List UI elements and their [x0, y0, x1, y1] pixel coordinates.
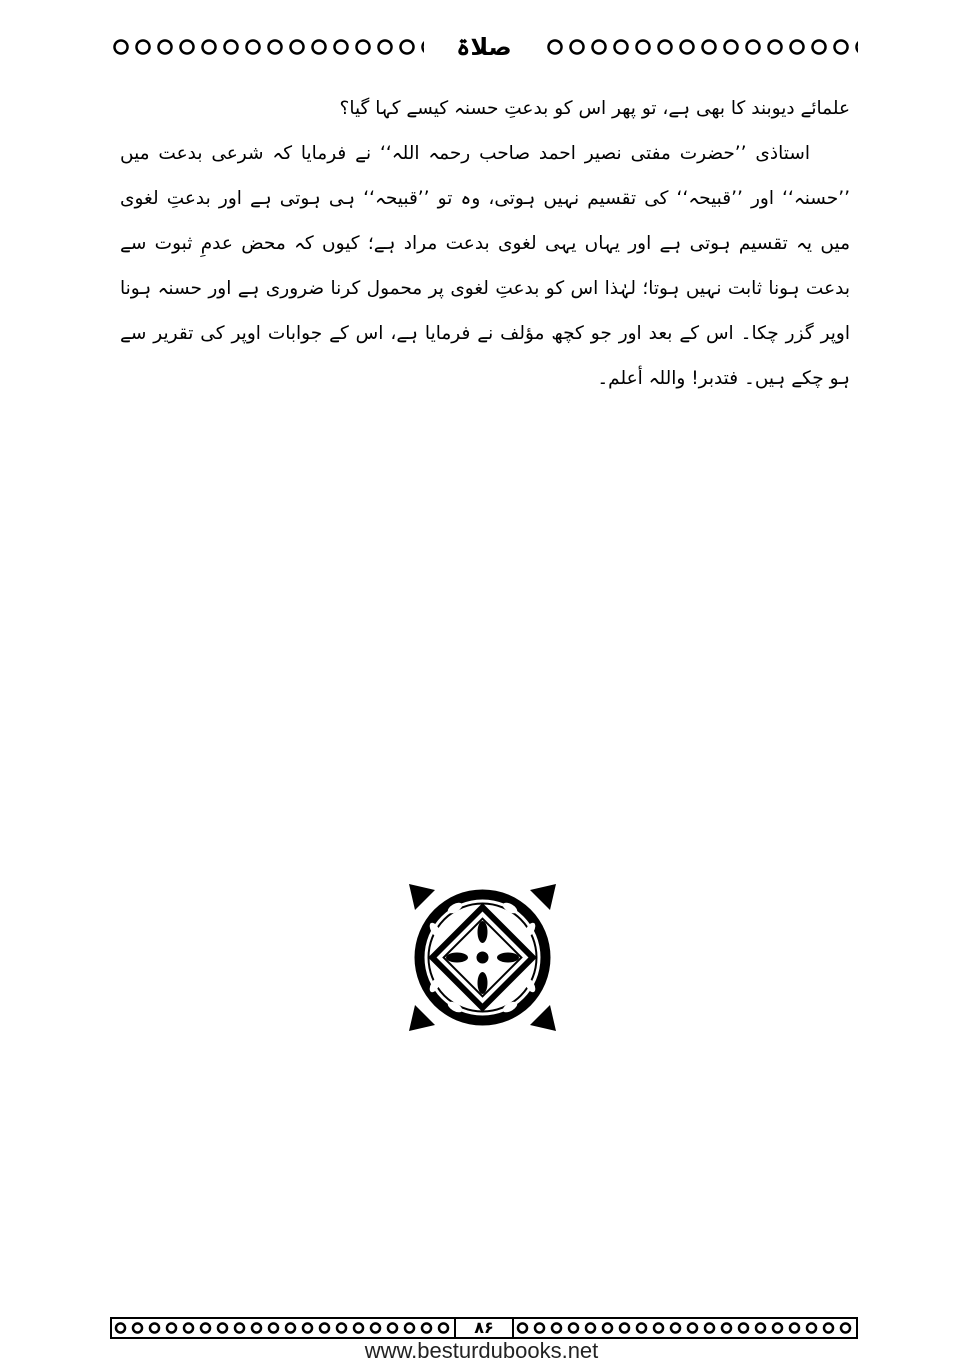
- footer-chain-left: [112, 1320, 454, 1336]
- footer-border: [110, 1317, 858, 1339]
- page-title: صلاۃ: [456, 33, 512, 61]
- header-chain-left: [110, 36, 424, 58]
- body-text: [120, 86, 850, 401]
- paragraph-2: استاذی ’’حضرت مفتی نصیر احمد صاحب رحمہ اللہ‘‘ نے فرمایا کہ شرعی بدعت میں ’’حسنہ‘‘ اور ’’قبیحہ‘‘ کی تقسیم نہیں ہوتی، وہ تو ’’قبیحہ‘‘ ہی ہوتی ہے اور بدعتِ لغوی میں یہ تقسیم ہوتی ہے اور یہاں یہی لغوی بدعت مراد ہے؛ کیوں کہ محض عدمِ ثبوت سے بدعت ہونا ثابت نہیں ہوتا؛ لہٰذا اس کو بدعتِ لغوی پر محمول کرنا ضروری ہے اور حسنہ ہونا اوپر گزر چکا۔ اس کے بعد اور جو کچھ مؤلف نے فرمایا ہے، اس کے جوابات اوپر کی تقریر سے ہو چکے ہیں۔ فتدبر! واللہ أعلم۔: [120, 143, 850, 389]
- header-chain-right: [544, 36, 858, 58]
- paragraph-1: علمائے دیوبند کا بھی ہے، تو پھر اس کو بدعتِ حسنہ کیسے کہا گیا؟: [339, 98, 850, 119]
- footer-chain-right: [514, 1320, 856, 1336]
- header-border: [110, 32, 858, 62]
- website-url: www.besturdubooks.net: [364, 1338, 599, 1363]
- decorative-ornament-icon: [405, 880, 560, 1035]
- page-number: ۸۶: [454, 1319, 514, 1337]
